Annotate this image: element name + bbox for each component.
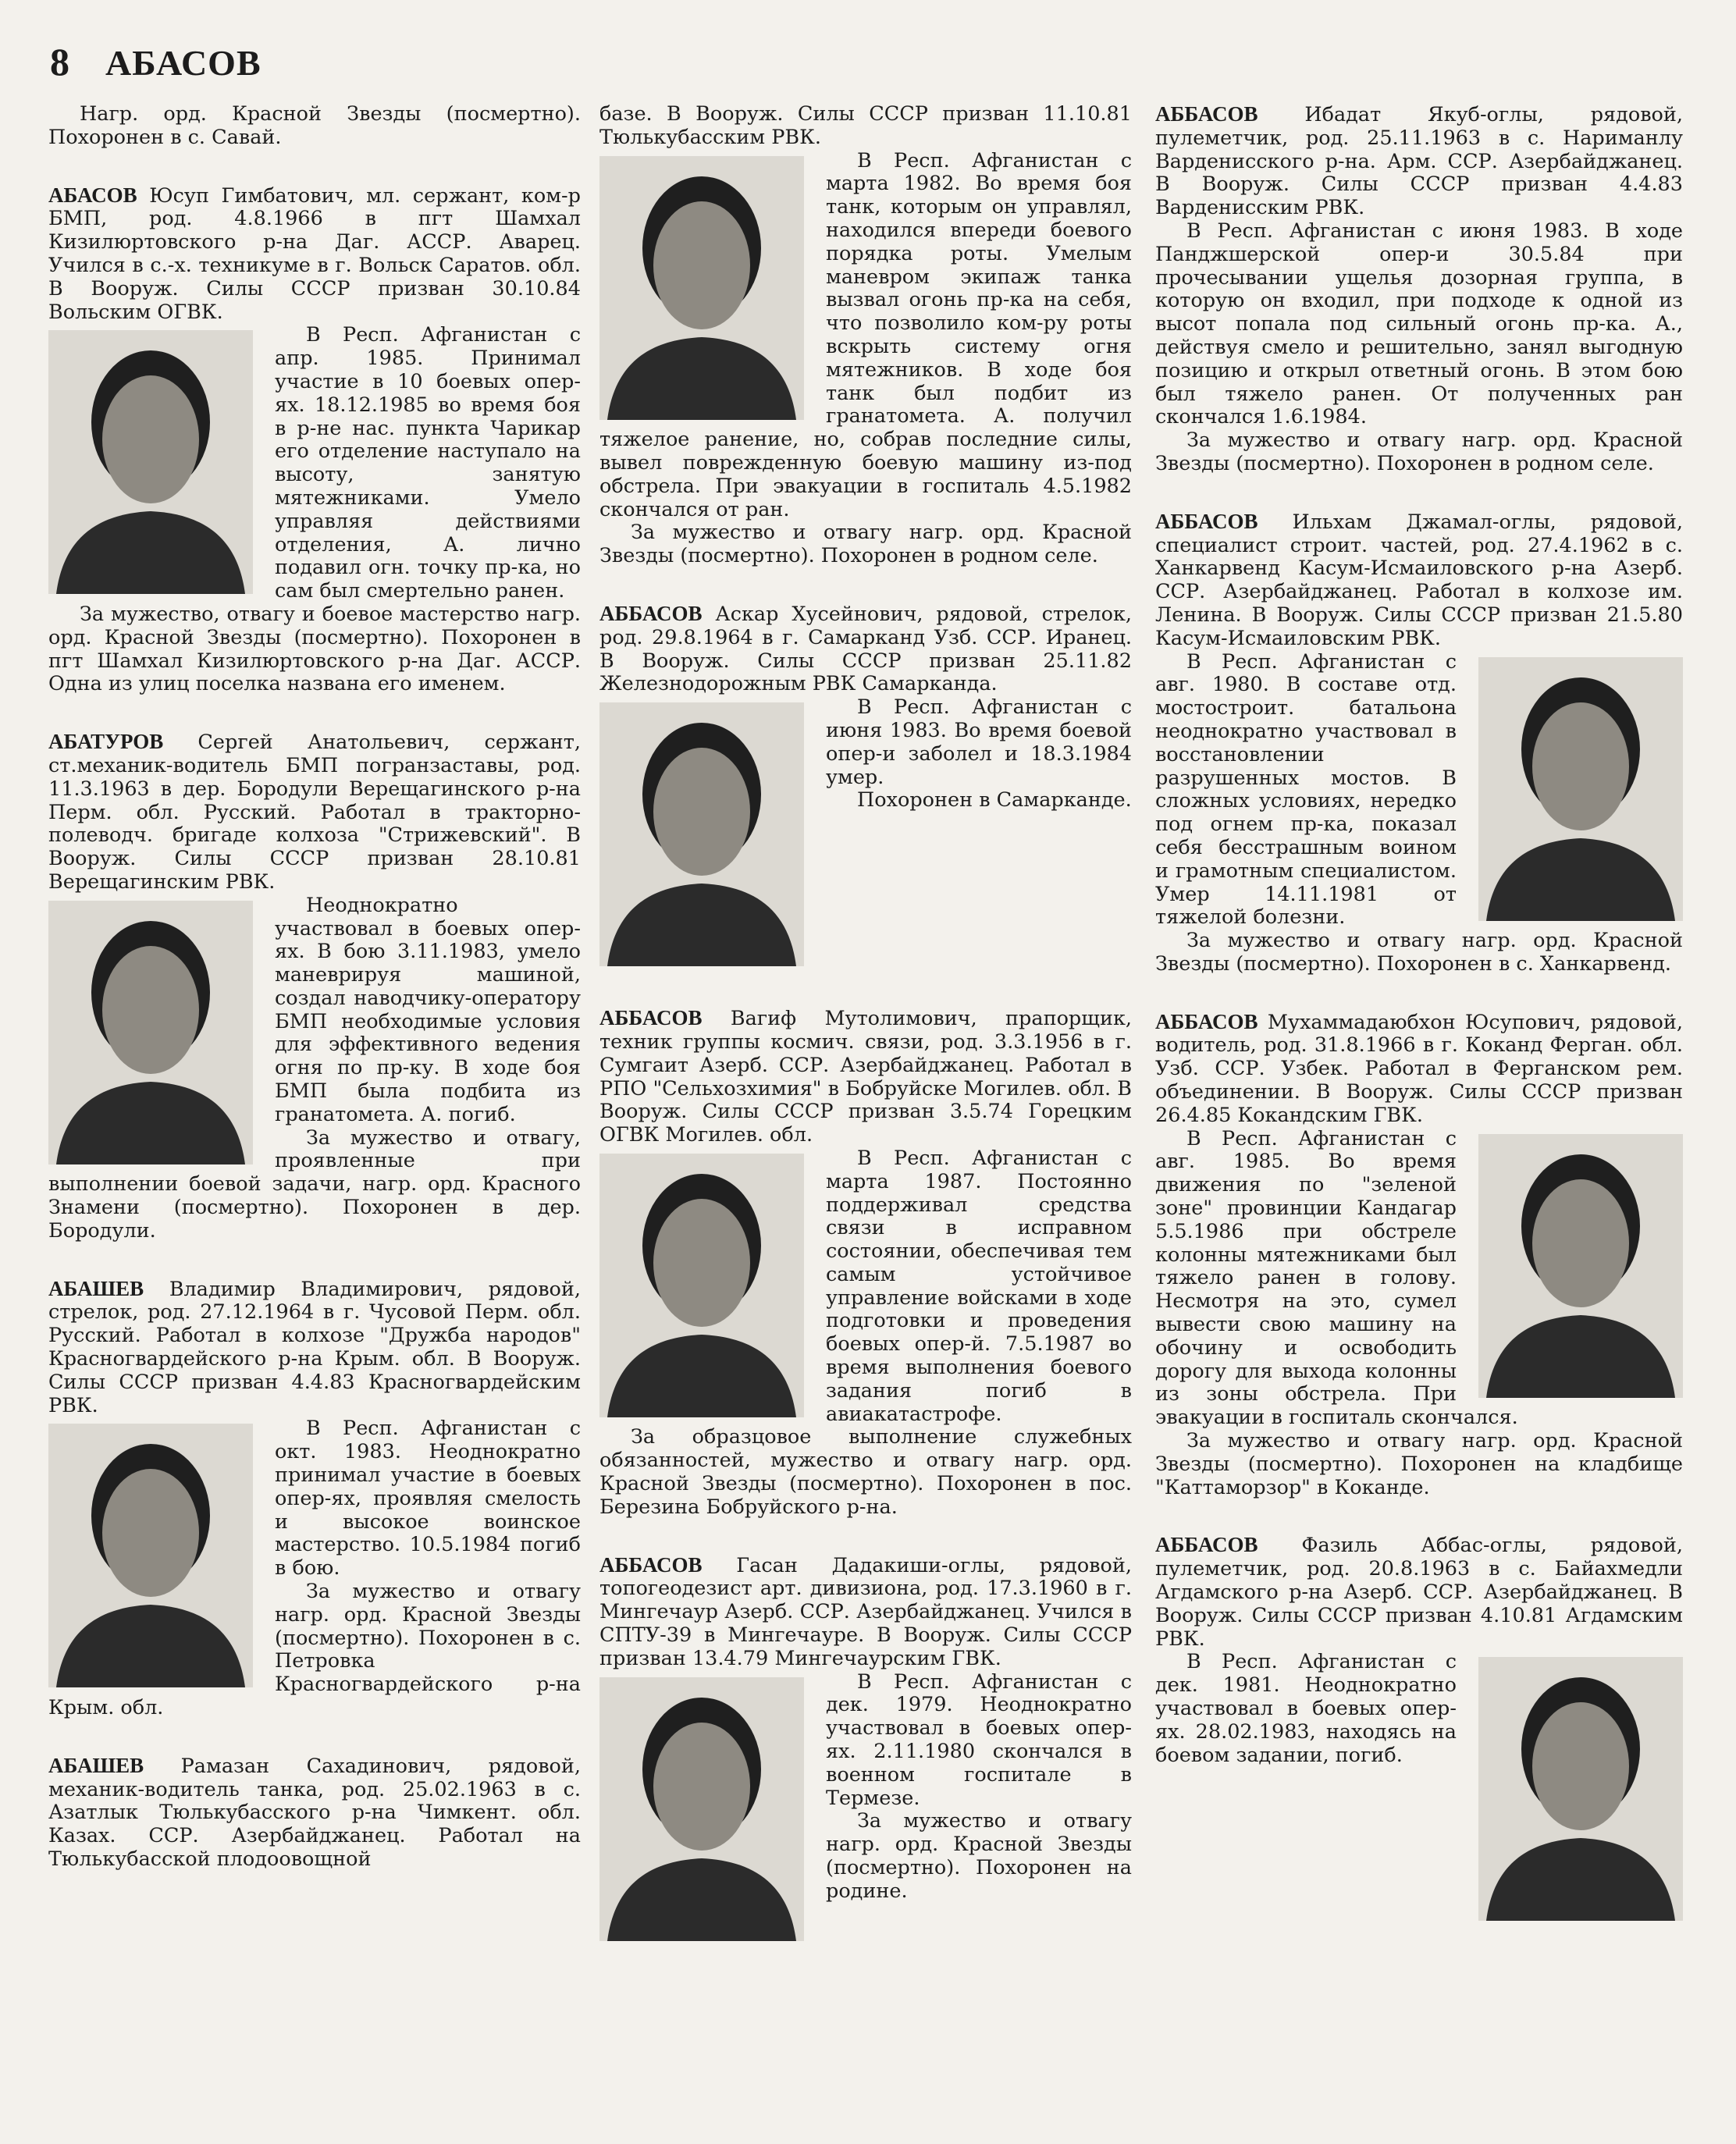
entry-paragraph: В Респ. Афганистан с дек. 1981. Неоднократно участвовал в боевых опер-ях. 28.02.1983, находясь на боевом задании, погиб. [1155,1650,1457,1767]
entry-abbasov-vagif [599,1007,1132,1520]
entry-paragraph: За мужество и отвагу нагр. орд. Красной Звезды (посмертно). Похоронен в родном селе. [599,521,1132,568]
entry-surname: АББАСОВ [1155,1009,1258,1033]
entry-paragraph: базе. В Вооруж. Силы СССР призван 11.10.81 Тюлькубасским РВК. [599,102,1132,149]
portrait-photo [1478,1134,1683,1398]
entry-abaturov [48,731,581,1243]
portrait-silhouette [1478,657,1683,921]
entry-paragraph: За образцовое выполнение служебных обязанностей, мужество и отвагу нагр. орд. Красной Звезды (посмертно). Похоронен в пос. Березина Бобруйского р-на. [599,1425,1132,1519]
page-header [50,39,261,94]
portrait-photo [48,901,253,1164]
entry-paragraph: Похоронен в Самарканде. [857,788,1132,812]
column-2 [599,103,1132,1982]
entry-abbasov-mukhammadayubkhon [1155,1011,1683,1500]
entry-abbasov-ibadat [1155,103,1683,476]
entry-paragraph: За мужество и отвагу нагр. орд. Красной Звезды (посмертно). Похоронен в с. Петровка Красногвардейского р-на Крым. обл. [48,1580,581,1719]
entry-continuation [48,103,581,150]
entry-surname: АББАСОВ [1155,509,1258,533]
entry-paragraph: За мужество и отвагу нагр. орд. Красной Звезды (посмертно). Похоронен в родном селе. [1155,428,1683,475]
photo-face [1532,1702,1629,1830]
entry-abbasov-fazil [1155,1534,1683,1927]
entry-paragraph: В Респ. Афганистан с марта 1982. Во время боя танк, которым он управлял, находился впереди боевого порядка роты. Умелым маневром экипаж танка вызвал огонь пр-ка на себя, что позволило ком-ру роты вскрыть систему огня мятежников. В ходе боя танк был подбит из гранатомета. А. получил тяжелое ранение, но, собрав последние силы, вывел поврежденную боевую машину из-под обстрела. При эвакуации в госпиталь 4.5.1982 скончался от ран. [599,148,1132,521]
photo-face [653,1723,750,1851]
portrait-silhouette [48,330,253,594]
entry-abasov-yusup [48,184,581,697]
portrait-photo [599,156,804,420]
entry-paragraph: В Респ. Афганистан с марта 1987. Постоянно поддерживал средства связи в исправном состоянии, обеспечивая тем самым устойчивое управление войсками в ходе подготовки и проведения боевых опер-й. 7.5.1987 во время выполнения боевого задания погиб в авиакатастрофе. [826,1146,1132,1426]
entry-paragraph: Юсуп Гимбатович, мл. сержант, ком-р БМП, род. 4.8.1966 в пгт Шамхал Кизилюртовского р-на Даг. АССР. Аварец. Учился в с.-х. техникуме в г. Вольск Саратов. обл. В Вооруж. Силы СССР призван 30.10.84 Вольским ОГВК. [48,183,581,324]
entry-paragraph: В Респ. Афганистан с дек. 1979. Неоднократно участвовал в боевых опер-ях. 2.11.1980 скончался в военном госпитале в Термезе. [826,1669,1132,1810]
entry-paragraph: Сергей Анатольевич, сержант, ст.механик-водитель БМП погранзаставы, род. 11.3.1963 в дер. Бородули Верещагинского р-на Перм. обл. Русский. Работал в тракторно-полеводч. бригаде колхоза "Стрижевский". В Вооруж. Силы СССР призван 28.10.81 Верещагинским РВК. [48,731,582,894]
photo-face [653,201,750,329]
entry-paragraph: Рамазан Сахадинович, рядовой, механик-водитель танка, род. 25.02.1963 в с. Азатлык Тюлькубасского р-на Чимкент. обл. Казах. ССР. Азербайджанец. Работал на Тюлькубасской плодоовощной [48,1754,581,1871]
entry-paragraph: За мужество и отвагу нагр. орд. Красной Звезды (посмертно). Похоронен на родине. [826,1809,1132,1903]
entry-surname: АББАСОВ [599,1006,703,1030]
entry-continuation [599,103,1132,568]
entry-paragraph: В Респ. Афганистан с авг. 1985. Во время движения по "зеленой зоне" провинции Кандагар 5.5.1986 при обстреле колонны мятежниками был тяжело ранен в голову. Несмотря на это, сумел вывести свою машину на обочину и освободить дорогу для выхода колонны из зоны обстрела. При эвакуации в госпиталь скончался. [1155,1126,1518,1430]
entry-surname: АБАТУРОВ [48,730,164,754]
portrait-photo [48,1424,253,1687]
entry-paragraph: Неоднократно участвовал в боевых опер-ях. В бою 3.11.1983, умело маневрируя машиной, создал наводчику-оператору БМП необходимые условия для эффективного ведения огня по пр-ку. В ходе боя БМП была подбита из гранатомета. А. погиб. [275,893,581,1126]
entry-abbasov-ilkham [1155,510,1683,976]
entry-surname: АББАСОВ [1155,1533,1258,1557]
portrait-photo [599,1677,804,1941]
running-head: АБАСОВ [105,43,261,83]
column-3 [1155,103,1683,1961]
portrait-silhouette [599,1154,804,1417]
photo-face [653,748,750,876]
photo-face [1532,702,1629,830]
portrait-silhouette [48,901,253,1164]
entry-surname: АББАСОВ [599,1552,703,1577]
entry-paragraph: Гасан Дадакиши-оглы, рядовой, топогеодезист арт. дивизиона, род. 17.3.1960 в г. Мингечаур Азерб. ССР. Азербайджанец. Учился в СПТУ-39 в Мингечауре. В Вооруж. Силы СССР призван 13.4.79 Мингечаурским ГВК. [599,1553,1132,1670]
entry-paragraph: Ибадат Якуб-оглы, рядовой, пулеметчик, род. 25.11.1963 в с. Нариманлу Варденисского р-на. Арм. ССР. Азербайджанец. В Вооруж. Силы СССР призван 4.4.83 Варденисским РВК. [1155,103,1684,220]
entry-paragraph: За мужество и отвагу нагр. орд. Красной Звезды (посмертно). Похоронен в с. Ханкарвенд. [1155,929,1683,976]
entry-abashev-ramazan [48,1755,581,1872]
page-number: 8 [50,40,69,84]
entry-paragraph: В Респ. Афганистан с окт. 1983. Неоднократно принимал участие в боевых опер-ях, проявляя смелость и высокое воинское мастерство. 10.5.1984 погиб в бою. [275,1417,581,1580]
portrait-silhouette [599,156,804,420]
entry-surname: АБАШЕВ [48,1276,144,1300]
entry-abbasov-gasan [599,1554,1132,1947]
photo-face [102,375,199,503]
photo-face [102,1469,199,1597]
entry-paragraph: За мужество и отвагу, проявленные при выполнении боевой задачи, нагр. орд. Красного Знамени (посмертно). Похоронен в дер. Бородули. [48,1125,581,1243]
entry-paragraph: В Респ. Афганистан с авг. 1980. В составе отд. мостостроит. батальона неоднократно участвовал в восстановлении разрушенных мостов. В сложных условиях, нередко под огнем пр-ка, показал себя бесстрашным воином и грамотным специалистом. Умер 14.11.1981 от тяжелой болезни. [1155,649,1457,930]
portrait-silhouette [599,702,804,966]
entry-paragraph: Мухаммадаюбхон Юсупович, рядовой, водитель, род. 31.8.1966 в г. Коканд Ферган. обл. Узб. ССР. Узбек. Работал в Ферганском рем. объединении. В Вооруж. Силы СССР призван 26.4.85 Кокандским ГВК. [1155,1010,1683,1127]
entry-paragraph: За мужество, отвагу и боевое мастерство нагр. орд. Красной Звезды (посмертно). Похоронен в пгт Шамхал Кизилюртовского р-на Даг. АССР. Одна из улиц поселка названа его именем. [48,602,581,696]
entry-surname: АБАШЕВ [48,1753,144,1777]
portrait-silhouette [1478,1657,1683,1921]
column-1 [48,103,581,1906]
entry-paragraph: Ильхам Джамал-оглы, рядовой, специалист строит. частей, род. 27.4.1962 в с. Ханкарвенд Касум-Исмаиловского р-на Азерб. ССР. Азербайджанец. Работал в колхозе им. Ленина. В Вооруж. Силы СССР призван 21.5.80 Касум-Исмаиловским РВК. [1155,510,1684,650]
entry-surname: АББАСОВ [599,601,703,625]
portrait-silhouette [599,1677,804,1941]
photo-face [102,946,199,1074]
entry-paragraph: Аскар Хусейнович, рядовой, стрелок, род. 29.8.1964 в г. Самарканд Узб. ССР. Иранец. В Вооруж. Силы СССР призван 25.11.82 Железнодорожным РВК Самарканда. [599,602,1132,696]
entry-paragraph: В Респ. Афганистан с апр. 1985. Принимал участие в 10 боевых опер-ях. 18.12.1985 во время боя в р-не нас. пункта Чарикар его отделение наступало на высоту, занятую мятежниками. Умело управляя действиями отделения, А. лично подавил огн. точку пр-ка, но сам был смертельно ранен. [275,323,581,603]
portrait-silhouette [1478,1134,1683,1398]
entry-abashev-vladimir [48,1278,581,1720]
entry-paragraph: Фазиль Аббас-оглы, рядовой, пулеметчик, род. 20.8.1963 в с. Байахмедли Агдамского р-на Азерб. ССР. Азербайджанец. В Вооруж. Силы СССР призван 4.10.81 Агдамским РВК. [1155,1534,1683,1651]
entry-paragraph: Нагр. орд. Красной Звезды (посмертно). Похоронен в с. Савай. [48,102,581,149]
entry-paragraph: Вагиф Мутолимович, прапорщик, техник группы космич. связи, род. 3.3.1956 в г. Сумгаит Азерб. ССР. Азербайджанец. Работал в РПО "Сельхозхимия" в Бобруйске Могилев. обл. В Вооруж. Силы СССР призван 3.5.74 Горецким ОГВК Могилев. обл. [599,1007,1132,1147]
portrait-photo [599,702,804,966]
portrait-photo [1478,657,1683,921]
entry-surname: АББАСОВ [1155,102,1258,126]
entry-paragraph: За мужество и отвагу нагр. орд. Красной Звезды (посмертно). Похоронен на кладбище "Каттаморзор" в Коканде. [1155,1429,1683,1499]
entry-paragraph: В Респ. Афганистан с июня 1983. Во время боевой опер-и заболел и 18.3.1984 умер. [826,695,1132,789]
entry-paragraph: В Респ. Афганистан с июня 1983. В ходе Панджшерской опер-и 30.5.84 при прочесывании ущелья дозорная группа, в которую он входил, при подходе к одной из высот попала под сильный огонь пр-ка. А., действуя смело и решительно, занял выгодную позицию и открыл ответный огонь. В этом бою был тяжело ранен. От полученных ран скончался 1.6.1984. [1155,219,1683,429]
portrait-photo [1478,1657,1683,1921]
entry-abbasov-askar [599,603,1132,972]
portrait-photo [48,330,253,594]
portrait-silhouette [48,1424,253,1687]
entry-surname: АБАСОВ [48,183,137,207]
entry-paragraph: Владимир Владимирович, рядовой, стрелок, род. 27.12.1964 в г. Чусовой Перм. обл. Русский. Работал в колхозе "Дружба народов" Красногвардейского р-на Крым. обл. В Вооруж. Силы СССР призван 4.4.83 Красногвардейским РВК. [48,1277,582,1417]
photo-face [653,1199,750,1327]
portrait-photo [599,1154,804,1417]
photo-face [1532,1179,1629,1307]
